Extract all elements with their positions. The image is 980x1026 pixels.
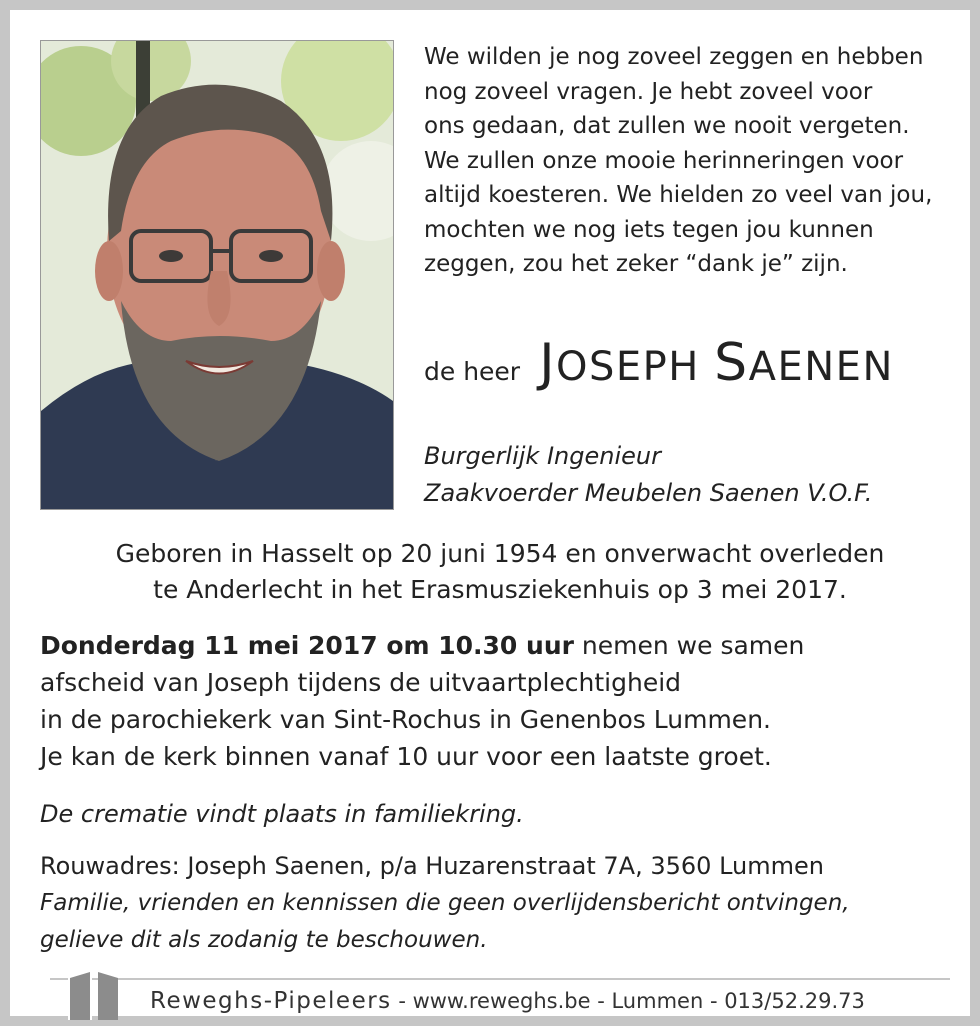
service-lead-line <box>40 627 960 664</box>
role-line: Burgerlijk Ingenieur <box>424 442 661 470</box>
service-lead-rest: nemen we samen <box>573 631 805 660</box>
poem-line: zeggen, zou het zeker “dank je” zijn. <box>424 251 848 277</box>
footer-divider <box>50 978 950 980</box>
role-line: Zaakvoerder Meubelen Saenen V.O.F. <box>424 479 873 507</box>
service-line: afscheid van Joseph tijdens de uitvaartplechtigheid <box>40 668 682 697</box>
service-line: in de parochiekerk van Sint-Rochus in Genenbos Lummen. <box>40 705 771 734</box>
family-notice-line: gelieve dit als zodanig te beschouwen. <box>40 927 488 953</box>
funeral-home-logo-icon <box>66 968 124 1022</box>
funeral-home-details: - www.reweghs.be - Lummen - 013/52.29.73 <box>391 989 865 1013</box>
first-name: JOSEPH <box>539 333 700 393</box>
funeral-home-footer <box>150 985 865 1017</box>
funeral-home-name: Reweghs-Pipeleers <box>150 988 392 1014</box>
portrait-photo <box>40 40 394 510</box>
funeral-service-info <box>40 627 960 775</box>
poem-line: mochten we nog iets tegen jou kunnen <box>424 216 874 243</box>
poem-line: nog zoveel vragen. Je hebt zoveel voor <box>424 78 873 105</box>
honorific: de heer <box>424 357 521 386</box>
family-notice <box>40 885 960 959</box>
poem-line: We zullen onze mooie herinneringen voor <box>424 147 904 174</box>
birth-death-statement <box>40 536 960 608</box>
born-line: Geboren in Hasselt op 20 juni 1954 en onverwacht overleden <box>115 539 885 568</box>
family-notice-line: Familie, vrienden en kennissen die geen overlijdensbericht ontvingen, <box>40 890 850 916</box>
service-date-time: Donderdag 11 mei 2017 om 10.30 uur <box>40 631 574 660</box>
last-name: SAENEN <box>714 333 894 393</box>
born-line: te Anderlecht in het Erasmusziekenhuis op 3 mei 2017. <box>153 575 847 604</box>
deceased-name <box>539 333 894 393</box>
mourning-address: Rouwadres: Joseph Saenen, p/a Huzarenstraat 7A, 3560 Lummen <box>40 852 824 880</box>
poem-line: altijd koesteren. We hielden zo veel van jou, <box>424 182 933 208</box>
deceased-name-line <box>424 333 894 393</box>
memorial-poem <box>424 40 969 282</box>
cremation-note: De crematie vindt plaats in familiekring. <box>40 800 524 828</box>
poem-line: We wilden je nog zoveel zeggen en hebben <box>424 44 924 70</box>
poem-line: ons gedaan, dat zullen we nooit vergeten. <box>424 113 910 139</box>
service-line: Je kan de kerk binnen vanaf 10 uur voor een laatste groet. <box>40 742 772 771</box>
deceased-roles <box>424 438 969 512</box>
